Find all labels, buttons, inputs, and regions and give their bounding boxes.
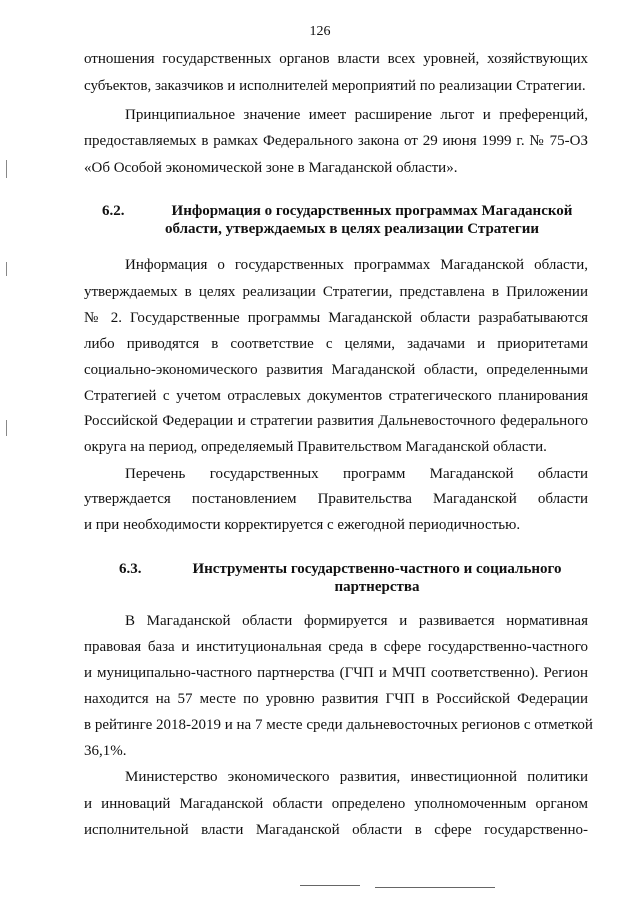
section-title-line: Инструменты государственно-частного и социального — [192, 561, 562, 577]
text-line: Перечень государственных программ Магаданской области — [125, 466, 588, 482]
section-number: 6.3. — [119, 561, 142, 577]
text-line: и инноваций Магаданской области определено уполномоченным органом — [84, 796, 588, 812]
scan-margin-mark — [6, 160, 7, 178]
text-line: в рейтинге 2018-2019 и на 7 месте среди дальневосточных регионов с отметкой — [84, 717, 593, 733]
section-title-line: Информация о государственных программах Магаданской — [171, 203, 573, 219]
text-line: округа на период, определяемый Правительством Магаданской области. — [84, 439, 547, 455]
page-number: 126 — [309, 24, 331, 39]
text-line: социально-экономического развития Магаданской области, определенными — [84, 362, 588, 378]
text-line: и при необходимости корректируется с ежегодной периодичностью. — [84, 517, 521, 533]
text-line: предоставляемых в рамках Федерального закона от 29 июня 1999 г. № 75-ОЗ — [84, 133, 588, 149]
text-line: Российской Федерации и стратегии развития Дальневосточного федерального — [84, 413, 588, 429]
section-number: 6.2. — [102, 203, 125, 219]
text-line: В Магаданской области формируется и развивается нормативная — [125, 613, 588, 629]
scan-footer-rule — [375, 887, 495, 888]
text-line: № 2. Государственные программы Магаданской области разрабатываются — [84, 310, 588, 326]
scan-footer-rule — [300, 885, 360, 886]
scan-margin-mark — [6, 420, 7, 436]
text-line: Стратегией с учетом отраслевых документов стратегического планирования — [84, 388, 588, 404]
text-line: правовая база и институциональная среда в сфере государственно-частного — [84, 639, 588, 655]
text-line: «Об Особой экономической зоне в Магаданской области». — [84, 160, 458, 176]
text-line: утверждаемых в целях реализации Стратегии, представлена в Приложении — [84, 284, 588, 300]
text-line: находится на 57 месте по уровню развития ГЧП в Российской Федерации — [84, 691, 588, 707]
text-line: 36,1%. — [84, 743, 127, 759]
text-line: утверждается постановлением Правительства Магаданской области — [84, 491, 588, 507]
text-line: либо приводятся в соответствие с целями, задачами и приоритетами — [84, 336, 588, 352]
text-line: исполнительной власти Магаданской области в сфере государственно- — [84, 822, 588, 838]
text-line: Принципиальное значение имеет расширение льгот и преференций, — [125, 107, 588, 123]
scan-margin-mark — [6, 262, 7, 276]
section-title-line: области, утверждаемых в целях реализации Стратегии — [164, 221, 540, 237]
text-line: субъектов, заказчиков и исполнителей мероприятий по реализации Стратегии. — [84, 78, 586, 94]
text-line: Информация о государственных программах Магаданской области, — [125, 257, 588, 273]
text-line: и муниципально-частного партнерства (ГЧП и МЧП соответственно). Регион — [84, 665, 588, 681]
text-line: Министерство экономического развития, инвестиционной политики — [125, 769, 588, 785]
section-title-line: партнерства — [334, 579, 420, 595]
text-line: отношения государственных органов власти всех уровней, хозяйствующих — [84, 51, 588, 67]
